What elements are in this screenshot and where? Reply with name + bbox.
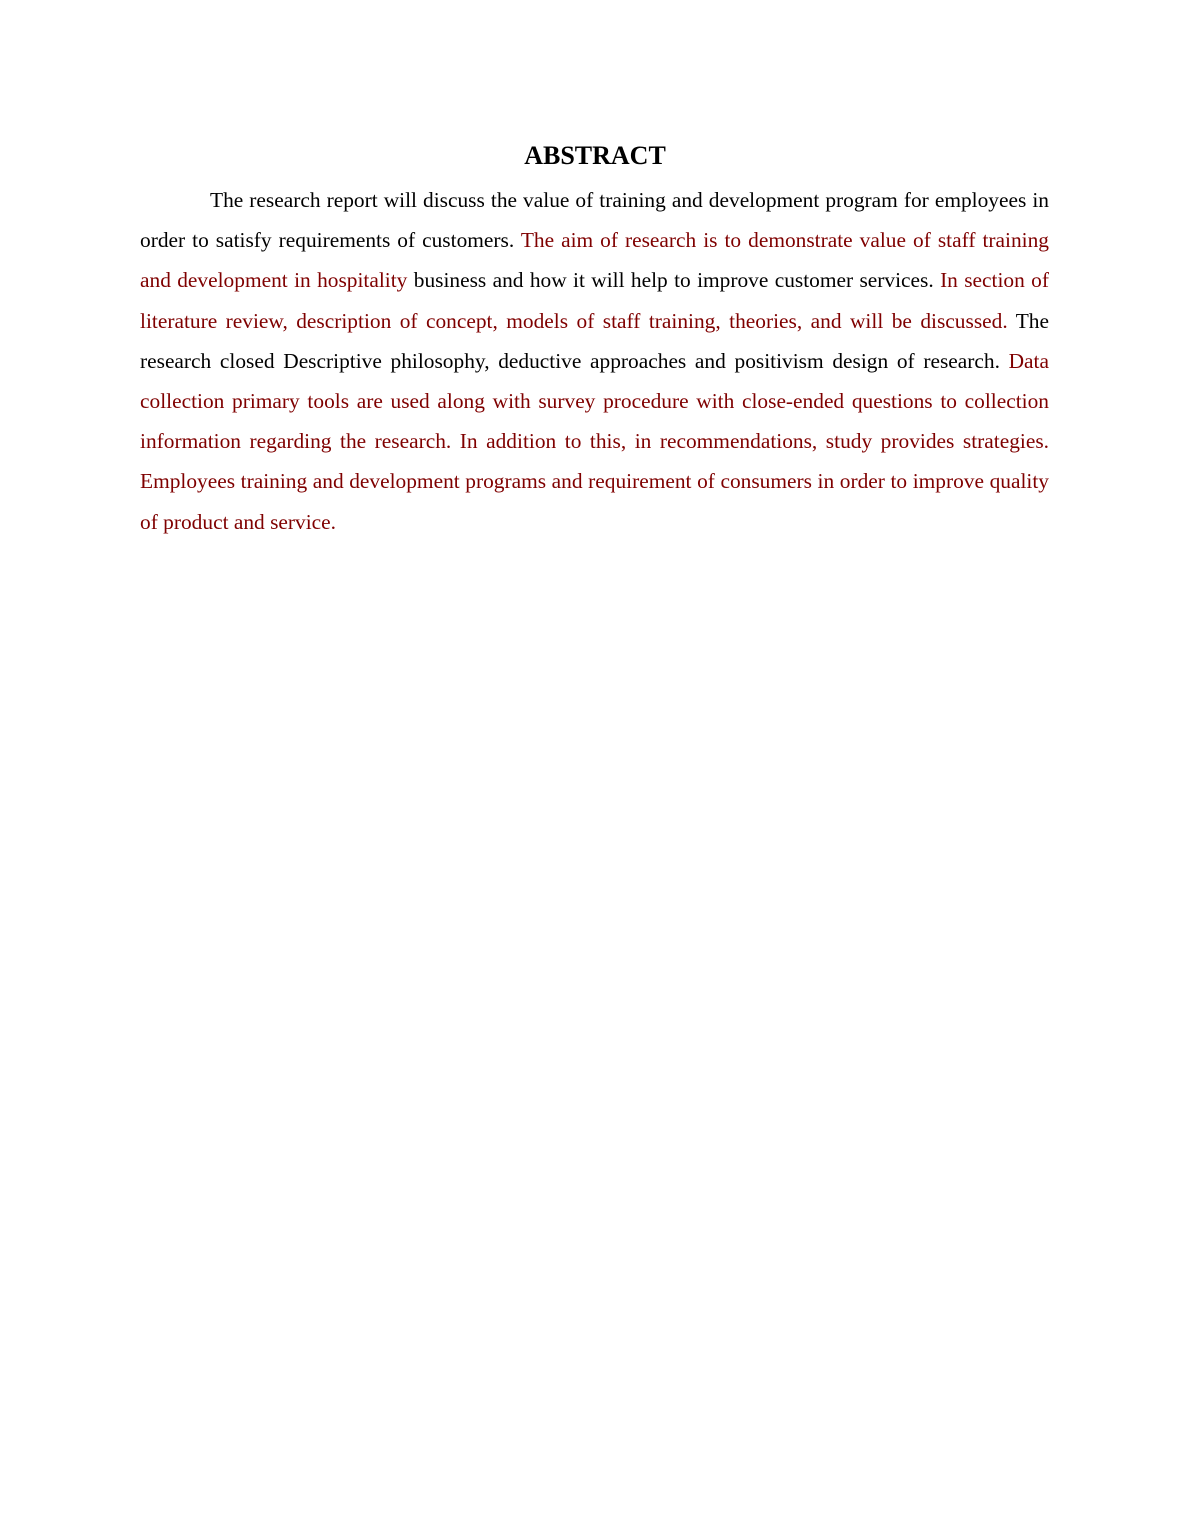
abstract-segment-2-highlighted: The aim of research is to demonstrate value of staff training and development in hospitality (140, 228, 1049, 293)
abstract-segment-5: The research closed Descriptive philosophy, deductive approaches and positivism design of research. (140, 308, 1049, 373)
abstract-segment-6-highlighted: Data collection primary tools are used along with survey procedure with close-ended questions to collection information regarding the research. In addition to this, in recommendations, study provides strategies. Employees training and development programs and requirement of consumers in order to improve quality of product and service. (140, 348, 1049, 534)
abstract-segment-3: business and how it will help to improve customer services. (407, 268, 941, 293)
abstract-segment-1: The research report will discuss the value of training and development program for employees in order to satisfy requirements of customers. (140, 188, 1049, 253)
abstract-heading: ABSTRACT (524, 141, 666, 170)
abstract-segment-4-highlighted: In section of literature review, description of concept, models of staff training, theories, and will be discussed. (140, 268, 1049, 333)
abstract-paragraph (140, 180, 1049, 542)
